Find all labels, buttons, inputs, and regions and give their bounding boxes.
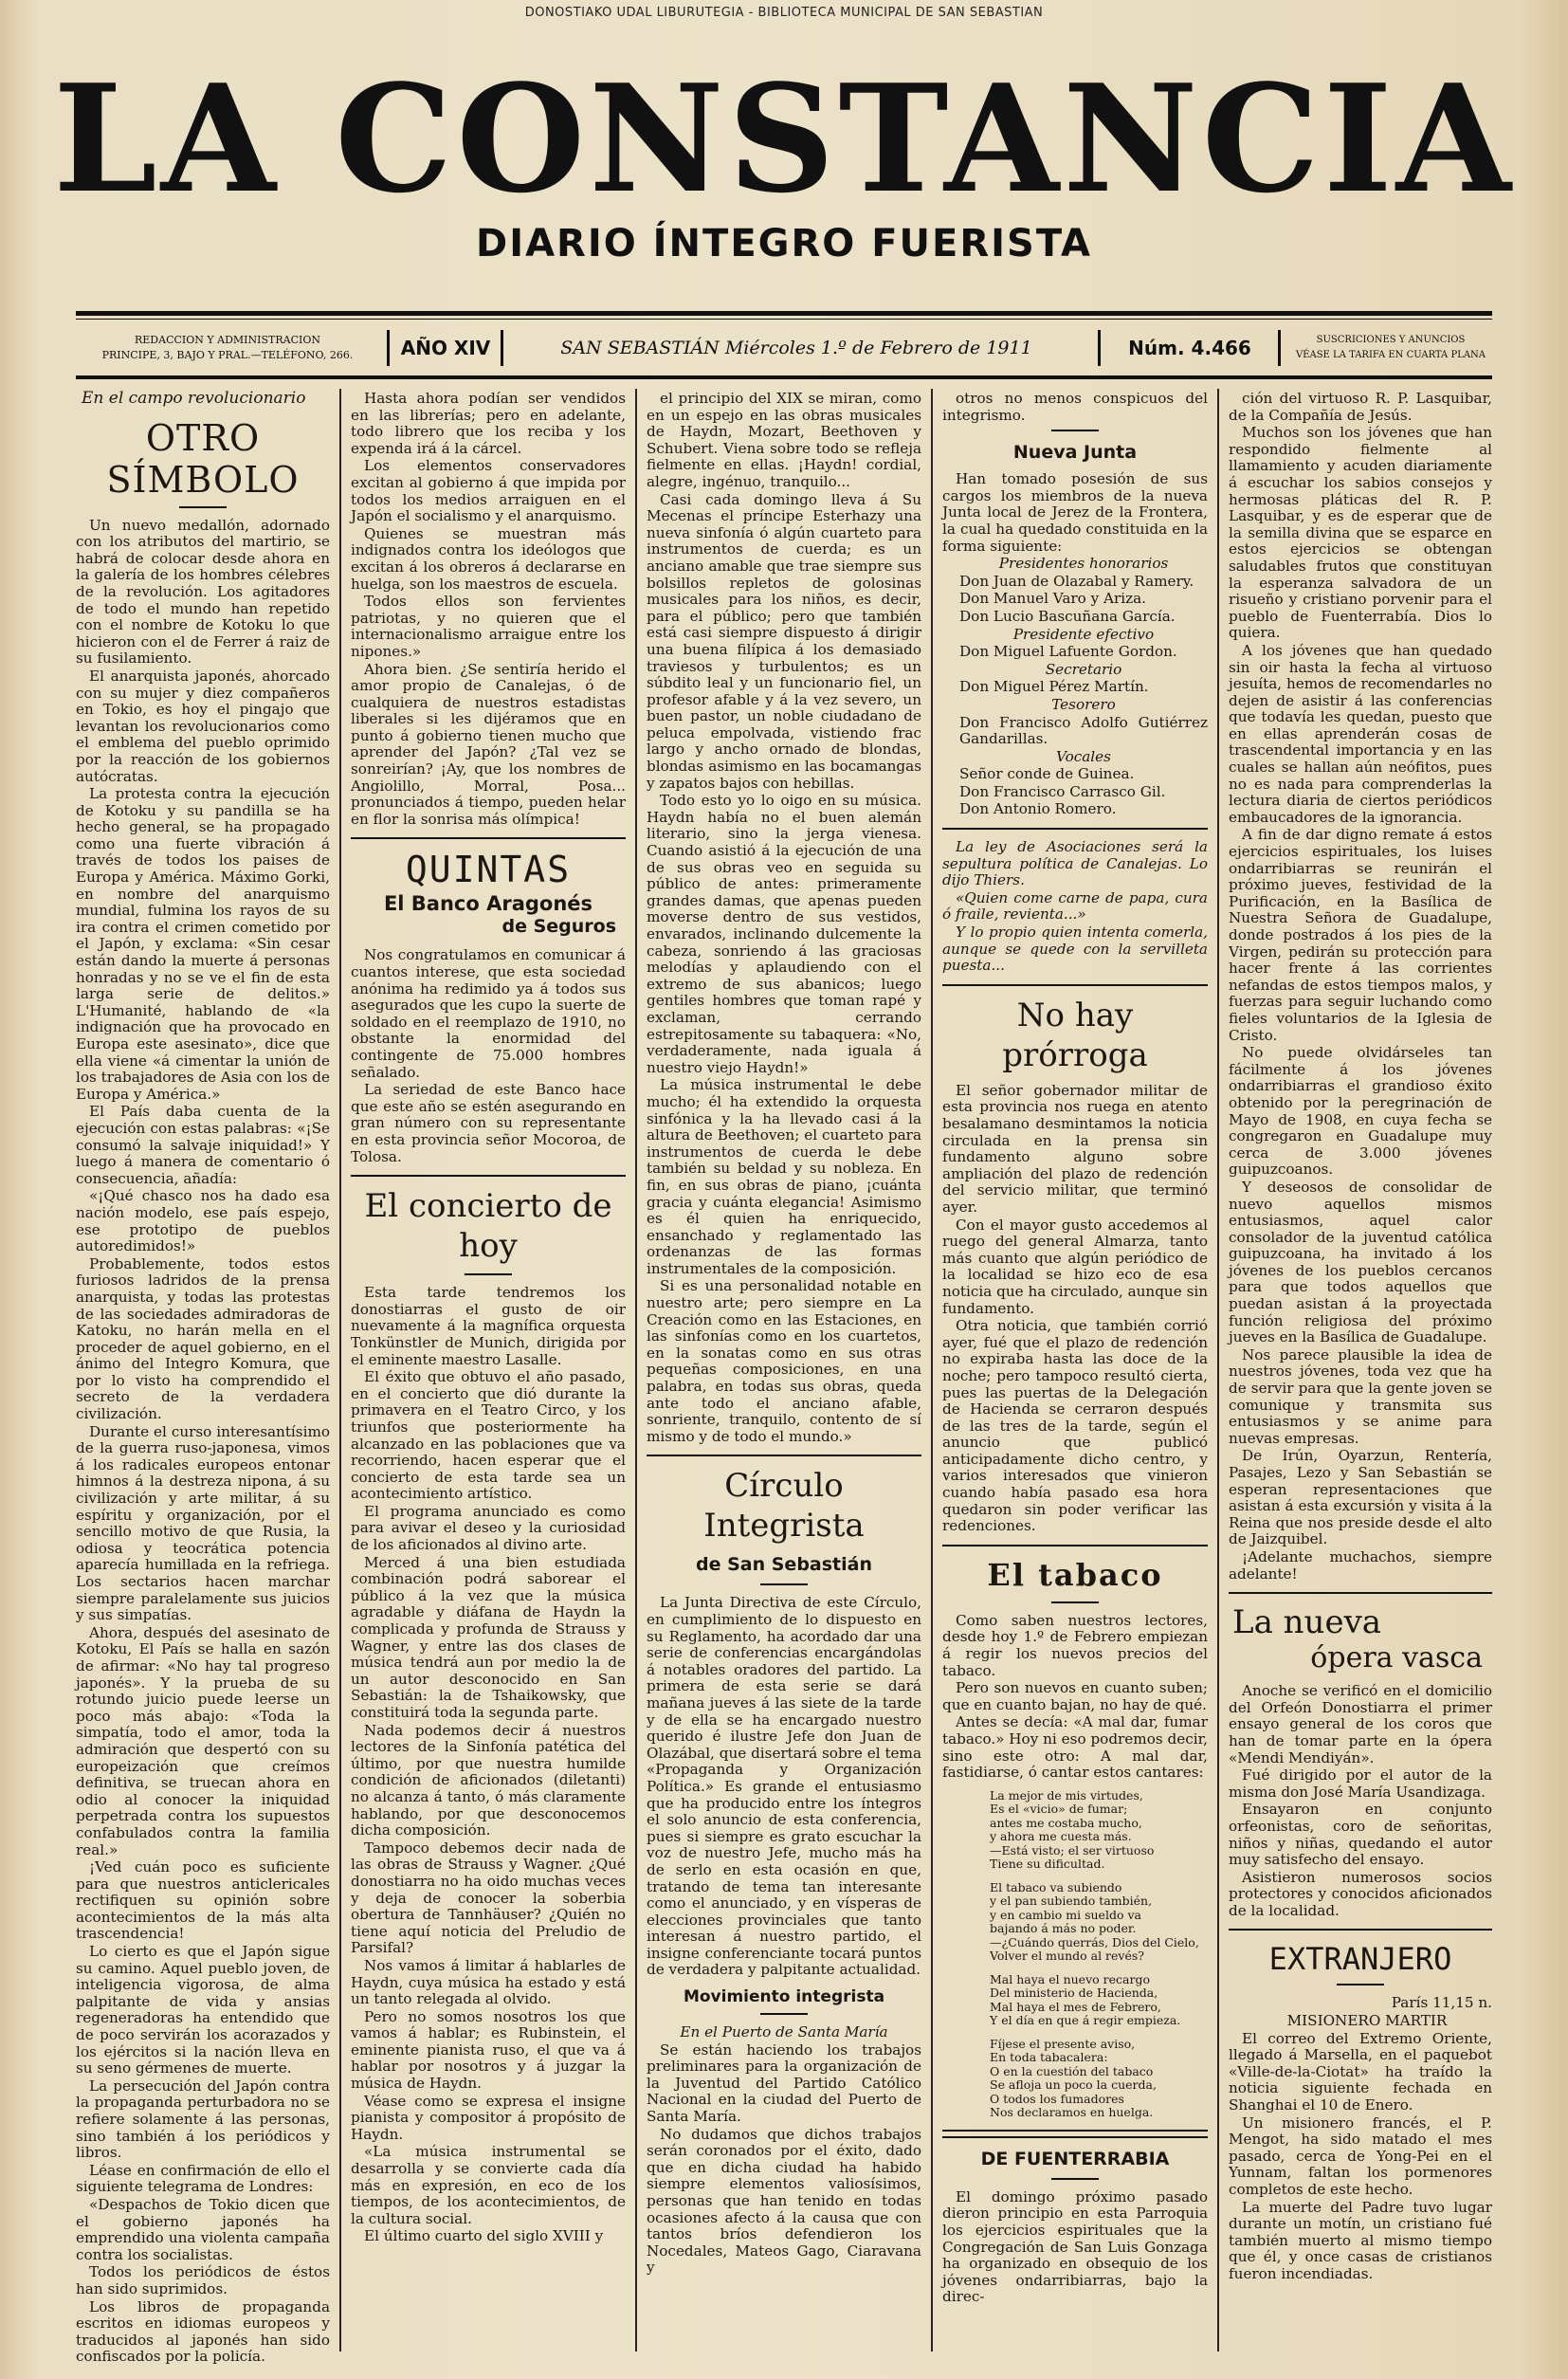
- poem-line: antes me costaba mucho,: [990, 1815, 1142, 1830]
- article-paragraph: La protesta contra la ejecución de Kotoku y su pandilla se ha hecho general, se ha propagado como una fuerte vibración á través de todos los paises de Europa y América. Máximo Gorki, en nombre del anarquismo mundial, fulmina los rayos de su ira contra el crimen cometido por el Japón, y exclama: «Sin cesar están dando la muerte á personas honradas y no se ve el fin de esta larga serie de delitos.» L'Humanité, hablando de «la indignación que ha provocado en Europa este asesinato», dice que ella viene «á cimentar la unión de los trabajadores de Asia con los de Europa y América.»: [76, 785, 330, 1103]
- article-paragraph: Casi cada domingo lleva á Su Mecenas el príncipe Esterhazy una nueva sinfonía ó algún cuarteto para instrumentos de cuerda; es un anciano amable que trae siempre sus bolsillos repletos de golosinas musicales para los niños, es decir, para el público; pero que también está casi siempre dispuesto á dirigir una buena filípica á los demasiado traviesos y turbulentos; es un súbdito leal y un funcionario fiel, un profesor afable y á la vez severo, un buen pastor, un noble ciudadano de peluca empolvada, vistiendo frac largo y ancho ornado de blondas, blondas asimismo en las bocamangas y zapatos bajos con hebillas.: [647, 490, 921, 792]
- article-paragraph: Se están haciendo los trabajos preliminares para la organización de la Juventud del Partido Católico Nacional en la ciudad del Puerto de Santa María.: [647, 2040, 921, 2126]
- article-paragraph: ción del virtuoso R. P. Lasquibar, de la Compañía de Jesús.: [1229, 390, 1492, 424]
- article-paragraph: El País daba cuenta de la ejecución con estas palabras: «¡Se consumó la salvaje iniquidad!» Y luego á manera de comentario ó consecuencia, añadía:: [76, 1103, 330, 1187]
- admin-line-2: PRINCIPE, 3, BAJO Y PRAL.—TELÉFONO, 266.: [101, 349, 354, 361]
- title-divider: [1051, 2178, 1099, 2180]
- info-separator: [501, 330, 503, 366]
- article-paragraph: Probablemente, todos estos furiosos ladridos de la prensa anarquista, y todas las protestas de las sociedades admiradoras de Katoku, no harán mella en el proceder de aquel gobierno, en el ánimo del Integro Komura, que por lo visto ha comprendido el secreto de la verdadera civilización.: [76, 1254, 330, 1423]
- poem-line: y en cambio mi sueldo va: [990, 1907, 1141, 1922]
- section-divider: [351, 837, 626, 839]
- article-paragraph: La música instrumental le debe mucho; él ha extendido la orquesta sinfónica y la ha llevado casi á la altura de Beethoven; el cuarteto para instrumentos de cuerda le debe también su beldad y su nobleza. En fin, en sus obras de piano, ¡cuánta gracia y cuánta elegancia! Asimismo es él quien ha enriquecido, ensanchado y reglamentado las ordenanzas de las formas instrumentales de la composición.: [647, 1076, 921, 1277]
- article-paragraph: Antes se decía: «A mal dar, fumar tabaco.» Hoy ni eso podremos decir, sino este otro: A mal dar, fastidiarse, ó cantar estos cantares:: [942, 1713, 1208, 1782]
- poem-line: Mal haya el nuevo recargo: [990, 1971, 1150, 1986]
- article-paragraph: Los elementos conservadores excitan al gobierno á que impida por todos los medios arraiguen en el Japón el socialismo y el anarquismo.: [351, 457, 626, 525]
- article-subtitle: MISIONERO MARTIR: [1286, 2012, 1448, 2030]
- column-5: [1229, 391, 1492, 2344]
- masthead-rule-top: [76, 311, 1492, 316]
- section-divider: [1229, 1929, 1492, 1931]
- article-paragraph: Nos parece plausible la idea de nuestros jóvenes, toda vez que ha de servir para que la gente joven se comunique y transmita sus entusiasmos y se anime para nuevas empresas.: [1229, 1345, 1492, 1447]
- article-paragraph: «Despachos de Tokio dicen que el gobierno japonés ha emprendido una violenta campaña contra los socialistas.: [76, 2195, 330, 2263]
- poem-line: Fíjese el presente aviso,: [990, 2036, 1136, 2051]
- column-rule: [931, 389, 933, 2352]
- article-paragraph: Asistieron numerosos socios protectores y conocidos aficionados de la localidad.: [1229, 1868, 1492, 1919]
- article-kicker: En el campo revolucionario: [82, 389, 306, 408]
- admin-info: [76, 324, 379, 372]
- junta-role: Presidente efectivo: [1012, 625, 1155, 643]
- poem-line: Es el «vicio» de fumar;: [990, 1802, 1128, 1817]
- junta-member: Don Miguel Pérez Martín.: [959, 678, 1149, 696]
- article-paragraph: Tampoco debemos decir nada de las obras de Strauss y Wagner. ¿Qué donostiarra no ha oido muchas veces y deja de conocer la soberbia obertura de Tannhäuser? ¿Quién no tiene aquí noticia del Preludio de Parsifal?: [351, 1839, 626, 1957]
- article-paragraph: Un nuevo medallón, adornado con los atributos del martirio, se habrá de colocar desde ahora en la galería de los hombres célebres de la revolución. Los agitadores de todo el mundo han repetido con el nombre de Kotoku lo que hicieron con el de Ferrer á raiz de su fusilamiento.: [76, 516, 330, 668]
- poem-line: O todos los fumadores: [990, 2091, 1124, 2106]
- article-paragraph: Merced á una bien estudiada combinación podrá saborear el público á la vez que la música agradable y diáfana de Haydn la complicada y profunda de Strauss y Wagner, y entre las dos clases de música tendrá aun por medio la de un autor desconocido en San Sebastián: la de Tshaikowsky, que constituirá toda la segunda parte.: [351, 1553, 626, 1721]
- column-1: [76, 389, 330, 2366]
- article-paragraph: Todos los periódicos de éstos han sido suprimidos.: [76, 2263, 330, 2297]
- article-title-fuenterrabia: DE FUENTERRABIA: [980, 2148, 1170, 2169]
- info-separator: [387, 330, 390, 366]
- section-divider: [647, 1455, 921, 1456]
- poem-line: En toda tabacalera:: [990, 2050, 1108, 2065]
- article-paragraph: El éxito que obtuvo el año pasado, en el concierto que dió durante la primavera en el Teatro Circo, y los triunfos que posteriormente ha alcanzado en las poblaciones que va recorriendo, hacen esperar que el concierto de esta tarde sea un acontecimiento artístico.: [351, 1368, 626, 1503]
- section-divider: [942, 828, 1208, 830]
- article-paragraph: Lo cierto es que el Japón sigue su camino. Aquel pueblo joven, de inteligencia vigorosa, de alma palpitante de vida y ansias regeneradoras ha entendido que de poco servirán los acorazados y los ejércitos si la nación lleva en su seno gérmenes de muerte.: [76, 1943, 330, 2077]
- article-paragraph: Han tomado posesión de sus cargos los miembros de la nueva Junta local de Jerez de la Frontera, la cual ha quedado constituida en la forma siguiente:: [942, 470, 1208, 555]
- title-divider: [1051, 1601, 1099, 1603]
- poem-line: y ahora me cuesta más.: [990, 1829, 1132, 1844]
- column-rule: [635, 389, 637, 2352]
- section-divider: [351, 1175, 626, 1177]
- article-paragraph: El correo del Extremo Oriente, llegado á Marsella, en el paquebot «Ville-de-la-Ciotat» ha traído la noticia siguiente fechada en Shanghai el 10 de Enero.: [1229, 2029, 1492, 2114]
- article-paragraph: Con el mayor gusto accedemos al ruego del general Almarza, tanto más cuanto que algún periódico de la localidad se hizo eco de esa noticia que ha circulado, aunque sin fundamento.: [942, 1216, 1208, 1317]
- poem-line: O en la cuestión del tabaco: [990, 2063, 1154, 2078]
- article-paragraph: Nada podemos decir á nuestros lectores de la Sinfonía patética del último, por que nuestra humilde condición de aficionados (diletanti) no alcanza á tanto, ó más claramente hablando, por que desconocemos dicha composición.: [351, 1721, 626, 1839]
- section-divider: [942, 984, 1208, 986]
- column-2: [351, 391, 626, 2344]
- article-title-otro-simbolo: OTRO SÍMBOLO: [106, 416, 300, 501]
- poem-line: bajando á más no poder.: [990, 1921, 1137, 1936]
- junta-role: Tesorero: [1051, 695, 1116, 713]
- junta-member: Señor conde de Guinea.: [959, 765, 1135, 783]
- article-paragraph: A los jóvenes que han quedado sin oir hasta la fecha al virtuoso jesuíta, hemos de recomendarles no dejen de asistir á las conferencias que todavía les quedan, puesto que en ellas aprenderán cosas de trascendental importancia y en las cuales se hallan aún neófitos, pues no es nada para comprenderlas la lectura diaria de ciertos periódicos embaucadores de la ignorancia.: [1229, 641, 1492, 826]
- article-paragraph: Y deseosos de consolidar de nuevo aquellos mismos entusiasmos, aquel calor consolador de la juventud católica guipuzcoana, ha invitado á los jóvenes de los pueblos cercanos para que todos aquellos que puedan asistan á la proyectada función religiosa del próximo jueves en la Basílica de Guadalupe.: [1229, 1178, 1492, 1346]
- infobar-rule-bottom: [76, 375, 1492, 379]
- section-divider: [942, 2130, 1208, 2138]
- article-subtitle: de San Sebastián: [696, 1554, 872, 1576]
- poem-stanza: [990, 1881, 1208, 1964]
- quote-paragraph: La ley de Asociaciones será la sepultura política de Canalejas. Lo dijo Thiers.: [942, 838, 1208, 889]
- article-paragraph: Durante el curso interesantísimo de la guerra ruso-japonesa, vimos á los radicales europeos entonar himnos á la destreza nipona, á su civilización y arte militar, á su espíritu y organización, por el sencillo motivo de que Rusia, la odiosa y teocrática potencia aparecía humillada en la refriega. Los sectarios hacen marchar siempre paralelamente sus juicios y sus simpatías.: [76, 1422, 330, 1624]
- article-kicker: En el Puerto de Santa María: [680, 2023, 888, 2041]
- article-title-movimiento: Movimiento integrista: [683, 1987, 885, 2007]
- article-paragraph: La seriedad de este Banco hace que este año se estén asegurando en gran número con su representante en esta provincia señor Mocoroa, de Tolosa.: [351, 1081, 626, 1165]
- article-subtitle: de Seguros: [501, 916, 616, 938]
- poem-stanza: [990, 1973, 1208, 2028]
- junta-member: Don Francisco Carrasco Gil.: [959, 782, 1166, 800]
- article-paragraph: Véase como se expresa el insigne pianista y compositor á propósito de Haydn.: [351, 2092, 626, 2143]
- article-title-quintas: QUINTAS: [405, 849, 572, 891]
- article-paragraph: Si es una personalidad notable en nuestro arte; pero siempre en La Creación como en las Estaciones, en las sinfonías como en los cuartetos, en la sonatas como en sus otras pequeñas composiciones, en una palabra, en todas sus obras, queda ante todo el anciano afable, sonriente, tranquilo, contento de sí mismo y de todo el mundo.»: [647, 1277, 921, 1445]
- section-divider: [1229, 1592, 1492, 1594]
- poem-line: La mejor de mis virtudes,: [990, 1787, 1143, 1803]
- masthead-rule-thin: [76, 319, 1492, 320]
- subs-line-1: SUSCRICIONES Y ANUNCIOS: [1316, 335, 1466, 345]
- article-paragraph: otros no menos conspicuos del integrismo.: [942, 390, 1208, 424]
- title-divider: [1337, 1984, 1384, 1986]
- poem-line: Se afloja un poco la cuerda,: [990, 2077, 1157, 2093]
- poem-line: Nos declaramos en huelga.: [990, 2105, 1154, 2120]
- article-paragraph: Quienes se muestran más indignados contra los ideólogos que excitan á los obreros á declararse en huelga, son los maestros de escuela.: [351, 524, 626, 593]
- section-divider: [942, 1545, 1208, 1546]
- info-separator: [1098, 330, 1101, 366]
- poem-line: Y el día en que á regir empieza.: [990, 2013, 1181, 2028]
- article-paragraph: La persecución del Japón contra la propaganda perturbadora no se refiere solamente á las personas, sino también á los periódicos y libros.: [76, 2077, 330, 2162]
- article-title-nueva-opera-2: ópera vasca: [1310, 1641, 1483, 1675]
- article-paragraph: No puede olvidárseles tan fácilmente á los jóvenes ondarribiarras el grandioso éxito obtenido por la peregrinación de Mayo de 1908, en cuya fecha se congregaron en Guadalupe muy cerca de 3.000 jóvenes guipuzcoanos.: [1229, 1044, 1492, 1179]
- article-title-concierto: El concierto de hoy: [364, 1187, 612, 1266]
- article-paragraph: No dudamos que dichos trabajos serán coronados por el éxito, dado que en dicha ciudad ha habido siempre elementos valiosísimos, personas que han tenido en todas ocasiones afecto á la causa que con tantos bríos defendieron los Nocedales, Mateos Gago, Ciaravana y: [647, 2125, 921, 2277]
- article-paragraph: ¡Ved cuán poco es suficiente para que nuestros anticlericales rectifiquen su opinión sobre acontecimientos de la más alta trascendencia!: [76, 1858, 330, 1943]
- article-subtitle: El Banco Aragonés: [383, 892, 593, 916]
- archive-header: DONOSTIAKO UDAL LIBURUTEGIA - BIBLIOTECA MUNICIPAL DE SAN SEBASTIAN: [524, 6, 1044, 20]
- junta-role: Vocales: [1056, 747, 1111, 765]
- poem-stanza: [990, 1789, 1208, 1872]
- column-rule: [1217, 389, 1219, 2352]
- column-4: [942, 391, 1208, 2344]
- year-label: AÑO XIV: [400, 337, 491, 359]
- article-paragraph: De Irún, Oyarzun, Rentería, Pasajes, Lezo y San Sebastián se esperan representaciones que asistan á esta excursión y visita á la Reina que nos preside desde el alto de Jaizquibel.: [1229, 1447, 1492, 1548]
- junta-member: Don Juan de Olazabal y Ramery.: [959, 572, 1194, 590]
- article-paragraph: A fin de dar digno remate á estos ejercicios espirituales, los luises ondarribiarras se reunirán el próximo jueves, festividad de la Purificación, en la Basílica de Nuestra Señora de Guadalupe, donde postrados á los pies de la Virgen, pedirán su protección para hacer frente á las corrientes nefandas de estos tiempos malos, y fuerzas para seguir luchando como fieles voluntarios de la Iglesia de Cristo.: [1229, 826, 1492, 1044]
- junta-member: Don Manuel Varo y Ariza.: [959, 590, 1147, 608]
- masthead-title: LA CONSTANCIA: [53, 52, 1515, 226]
- article-title-no-hay-prorroga: No hay prórroga: [1002, 996, 1148, 1074]
- article-paragraph: Hasta ahora podían ser vendidos en las librerías; pero en adelante, todo librero que los reciba y los expenda irá á la cárcel.: [351, 390, 626, 457]
- article-paragraph: Todos ellos son fervientes patriotas, y no quieren que el internacionalismo arraigue entre los nipones.»: [351, 593, 626, 660]
- junta-list: [942, 556, 1208, 818]
- issue-date: SAN SEBASTIÁN Miércoles 1.º de Febrero de 1911: [560, 338, 1032, 358]
- article-paragraph: El anarquista japonés, ahorcado con su mujer y diez compañeros en Tokio, es hoy el pingajo que levantan los revolucionarios como el emblema del pueblo oprimido por la reacción de los gobiernos autócratas.: [76, 667, 330, 785]
- junta-member: Don Francisco Adolfo Gutiérrez Gandarillas.: [959, 713, 1208, 748]
- article-title-nueva-junta: Nueva Junta: [1012, 442, 1138, 464]
- column-rule: [339, 389, 341, 2352]
- title-divider: [760, 1583, 808, 1585]
- junta-member: Don Miguel Lafuente Gordon.: [959, 643, 1177, 661]
- article-paragraph: Pero son nuevos en cuanto suben; que en cuanto bajan, no hay de qué.: [942, 1679, 1208, 1713]
- article-paragraph: Un misionero francés, el P. Mengot, ha sido matado el mes pasado, cerca de Yong-Pei en el Yunnam, faltan los pormenores completos de este hecho.: [1229, 2114, 1492, 2198]
- poem-line: Tiene su dificultad.: [990, 1857, 1105, 1872]
- poem-line: El tabaco va subiendo: [990, 1879, 1122, 1894]
- junta-member: Don Lucio Bascuñana García.: [959, 607, 1176, 625]
- article-title-nueva-opera-1: La nueva: [1232, 1603, 1382, 1642]
- article-paragraph: Nos vamos á limitar á hablarles de Haydn, cuya música ha estado y está un tanto relegada al olvido.: [351, 1956, 626, 2008]
- junta-role: Secretario: [1045, 660, 1122, 678]
- column-3: [647, 391, 921, 2344]
- info-bar: [76, 324, 1492, 372]
- article-paragraph: «¡Qué chasco nos ha dado esa nación modelo, ese país espejo, ese prototipo de pueblos autoredimidos!»: [76, 1187, 330, 1255]
- article-paragraph: Esta tarde tendremos los donostiarras el gusto de oir nuevamente á la magnífica orquesta Tonkünstler de Munich, dirigida por el eminente maestro Lasalle.: [351, 1284, 626, 1368]
- title-divider: [760, 2013, 808, 2015]
- article-paragraph: Ahora bien. ¿Se sentiría herido el amor propio de Canalejas, ó de cualquiera de nuestros estadistas liberales si les dijéramos que en punto á gobierno tienen mucho que aprender del Japón? ¿Tal vez se sonreirían? ¡Ay, que los nombres de Angiolillo, Morral, Posa... pronunciados á tiempo, pueden helar en flor la sonrisa más olímpica!: [351, 660, 626, 828]
- article-paragraph: Anoche se verificó en el domicilio del Orfeón Donostiarra el primer ensayo general de los coros que han de tomar parte en la ópera «Mendi Mendiyán».: [1229, 1682, 1492, 1766]
- masthead-subtitle: DIARIO ÍNTEGRO FUERISTA: [476, 222, 1092, 265]
- poem-line: —¿Cuándo querrás, Dios del Cielo,: [990, 1934, 1199, 1949]
- poem-line: y el pan subiendo también,: [990, 1894, 1153, 1909]
- article-paragraph: Los libros de propaganda escritos en idiomas europeos y traducidos al japonés han sido confiscados por la policía.: [76, 2297, 330, 2366]
- title-divider: [1051, 430, 1099, 431]
- article-paragraph: Pero no somos nosotros los que vamos á hablar; es Rubinstein, el eminente pianista ruso, el que va á hablar por nosotros y á juzgar la música de Haydn.: [351, 2007, 626, 2093]
- poem-line: Volver el mundo al revés?: [990, 1949, 1145, 1964]
- article-paragraph: La Junta Directiva de este Círculo, en cumplimiento de lo dispuesto en su Reglamento, ha acordado dar una serie de conferencias encargándolas á notables oradores del partido. La primera de esta serie se dará mañana jueves á las siete de la tarde y de ella se ha encargado nuestro querido é ilustre Jefe don Juan de Olazábal, que disertará sobre el tema «Propaganda y Organización Política.» Es grande el entusiasmo que ha producido entre los íntegros el solo anuncio de esta conferencia, pues si siempre es grato escuchar la voz de nuestro Jefe, mucho más ha de serlo en esta ocasión en que, tratando de tema tan interesante como el anunciado, y en vísperas de elecciones provinciales que tanto interesan á nuestro partido, el insigne conferenciante tocará puntos de verdadera y palpitante actualidad.: [647, 1594, 921, 1979]
- poem-line: —Está visto; el ser virtuoso: [990, 1842, 1155, 1857]
- article-title-circulo-integrista: Círculo Integrista: [703, 1467, 865, 1546]
- junta-member: Don Antonio Romero.: [959, 800, 1117, 818]
- quote-paragraph: «Quien come carne de papa, cura ó fraile, revienta...»: [942, 888, 1208, 924]
- article-paragraph: La muerte del Padre tuvo lugar durante un motín, un cristiano fué también muerto al mismo tiempo que él, y once casas de cristianos fueron incendiadas.: [1229, 2198, 1492, 2282]
- article-paragraph: Léase en confirmación de ello el siguiente telegrama de Londres:: [76, 2161, 330, 2196]
- article-paragraph: Todo esto yo lo oigo en su música. Haydn había no el buen alemán literario, sino la jerga vienesa. Cuando asistió á la ejecución de una de sus obras veo en seguida su público de antes: primeramente grandes damas, que apenas pueden moverse dentro de sus vestidos, envarados, inclinando dulcemente la cabeza, sonriendo á las graciosas melodías y aplaudiendo con el extremo de sus abanicos; luego gentiles hombres que toman rapé y exclaman, cerrando estrepitosamente su tabaquera: «No, verdaderamente, nada iguala á nuestro viejo Haydn!»: [647, 792, 921, 1076]
- article-paragraph: El último cuarto del siglo XVIII y: [364, 2227, 604, 2245]
- article-paragraph: Fué dirigido por el autor de la misma don José María Usandizaga.: [1229, 1766, 1492, 1801]
- article-title-extranjero: EXTRANJERO: [1268, 1941, 1452, 1978]
- subs-line-2: VÉASE LA TARIFA EN CUARTA PLANA: [1295, 350, 1486, 360]
- article-paragraph: El señor gobernador militar de esta provincia nos ruega en atento besalamano desmintamos la noticia circulada en la prensa sin fundamento alguno sobre ampliación del plazo de redención del servicio militar, que terminó ayer.: [942, 1081, 1208, 1216]
- article-paragraph: Como saben nuestros lectores, desde hoy 1.º de Febrero empiezan á regir los nuevos precios del tabaco.: [942, 1611, 1208, 1679]
- title-divider: [179, 506, 227, 508]
- article-paragraph: ¡Adelante muchachos, siempre adelante!: [1229, 1547, 1492, 1583]
- article-paragraph: El domingo próximo pasado dieron principio en esta Parroquia los ejercicios espirituales que la Congregación de San Luis Gonzaga ha organizado en obsequio de los jóvenes ondarribiarras, bajo la direc-: [942, 2187, 1208, 2306]
- info-separator: [1278, 330, 1281, 366]
- article-paragraph: «La música instrumental se desarrolla y se convierte cada día más en expresión, en eco de los tiempos, de los acontecimientos, de la cultura social.: [351, 2143, 626, 2227]
- poem-stanza: [990, 2038, 1208, 2120]
- article-paragraph: Ahora, después del asesinato de Kotoku, El País se halla en sazón de afirmar: «No hay tal progreso japonés». Y la prueba de su rotundo juicio puede leerse un poco más abajo: «Toda la simpatía, todo el amor, toda la admiración que despertó con su europeización que creímos definitiva, se truecan ahora en odio al conocer la iniquidad perpetrada contra los supuestos confabulados contra la familia real.»: [76, 1623, 330, 1858]
- article-paragraph: Muchos son los jóvenes que han respondido fielmente al llamamiento y acuden diariamente á escuchar los sabios consejos y hermosas pláticas del R. P. Lasquibar, y es de esperar que de la semilla divina que se esparce en estos ejercicios se obtengan saludables frutos que constituyan la esperanza salvadora de un risueño y cristiano porvenir para el pueblo de Fuenterrabía. Dios lo quiera.: [1229, 424, 1492, 642]
- junta-role: Presidentes honorarios: [998, 555, 1169, 573]
- article-title-el-tabaco: El tabaco: [987, 1556, 1163, 1593]
- admin-line-1: REDACCION Y ADMINISTRACION: [135, 334, 320, 346]
- poem-line: Mal haya el mes de Febrero,: [990, 1999, 1161, 2014]
- article-paragraph: El programa anunciado es como para avivar el deseo y la curiosidad de los aficionados al divino arte.: [351, 1502, 626, 1554]
- article-paragraph: el principio del XIX se miran, como en un espejo en las obras musicales de Haydn, Mozart, Beethoven y Schubert. Viena sobre todo se refleja fielmente en ellas. ¡Haydn! cordial, alegre, ingénuo, tranquilo...: [647, 390, 921, 490]
- title-divider: [465, 1273, 512, 1275]
- poem: [990, 1789, 1208, 2120]
- dateline: París 11,15 n.: [1391, 1994, 1492, 2012]
- article-paragraph: Ensayaron en conjunto orfeonistas, coro de señoritas, niños y niñas, quedando el autor muy satisfecho del ensayo.: [1229, 1801, 1492, 1869]
- article-paragraph: Otra noticia, que también corrió ayer, fué que el plazo de redención no expiraba hasta las doce de la noche; pero tampoco resultó cierta, pues las puertas de la Delegación de Hacienda se cerraron después de las tres de la tarde, según el anuncio que publicó anticipadamente dicho centro, y varios interesados que vinieron cuando había pasado esa hora quedaron sin poder verificar las redenciones.: [942, 1317, 1208, 1535]
- subscription-info: [1289, 324, 1492, 372]
- article-paragraph: Nos congratulamos en comunicar á cuantos interese, que esta sociedad anónima ha redimido ya á todos sus asegurados que les cupo la suerte de soldado en el reemplazo de 1910, no obstante la enormidad del contingente de 75.000 hombres señalado.: [351, 946, 626, 1081]
- issue-number: Núm. 4.466: [1128, 337, 1251, 359]
- quote-paragraph: Y lo propio quien intenta comerla, aunque se quede con la servilleta puesta...: [942, 924, 1208, 975]
- poem-line: Del ministerio de Hacienda,: [990, 1986, 1158, 2001]
